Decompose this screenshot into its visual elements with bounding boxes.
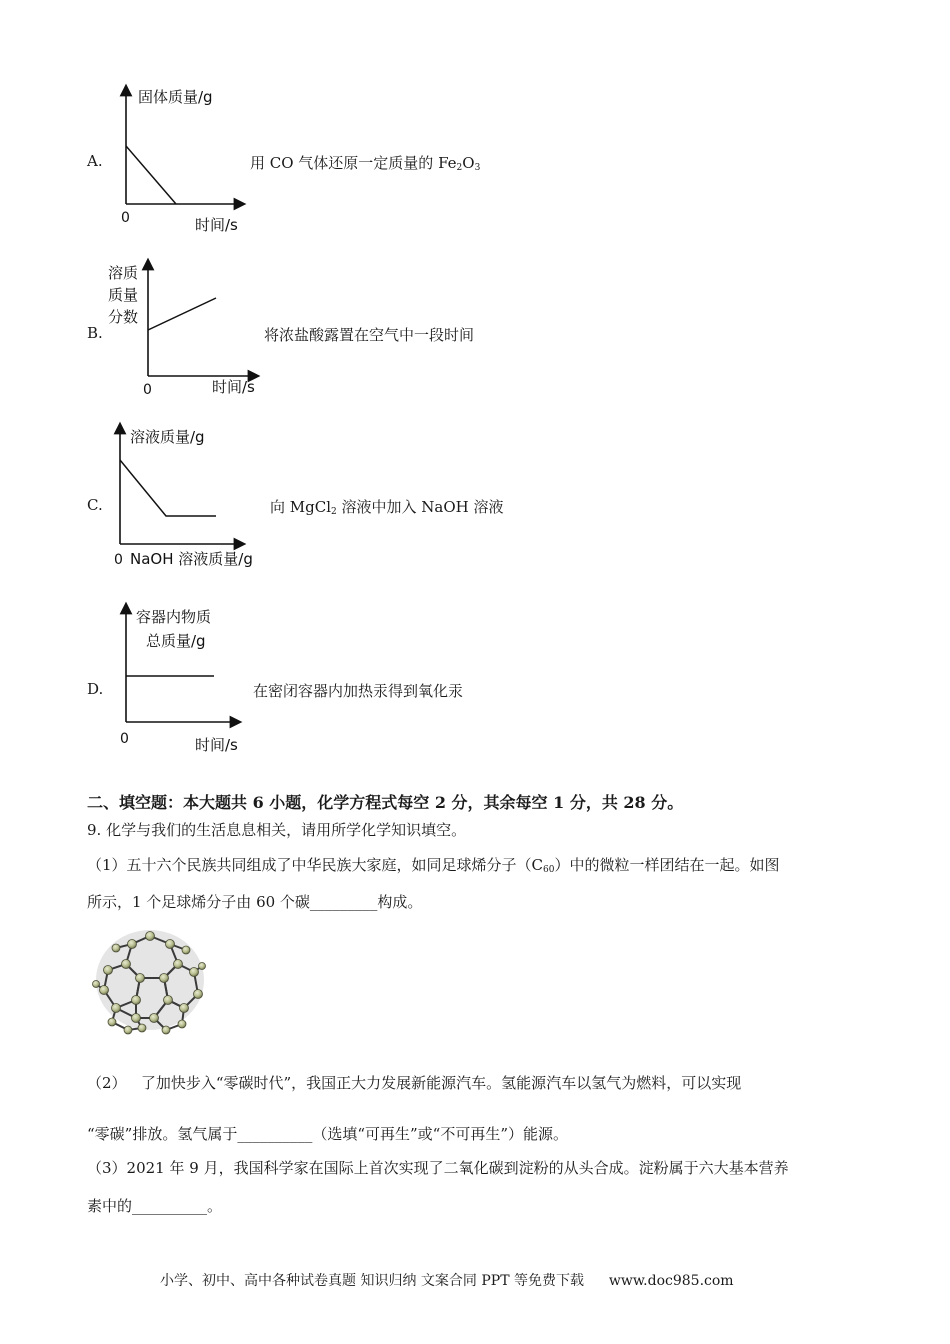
x-axis-label: 时间/s	[212, 378, 255, 396]
y-axis-label: 固体质量/g	[138, 88, 213, 106]
y-axis-label-line1: 溶质	[108, 264, 139, 282]
q9-part1-line2: 所示，1 个足球烯分子由 60 个碳_________构成。	[87, 893, 423, 911]
option-c-graph	[106, 420, 276, 570]
footer	[160, 1270, 860, 1290]
option-c-letter: C.	[87, 496, 103, 514]
option-b-desc: 将浓盐酸露置在空气中一段时间	[264, 326, 475, 344]
option-c-desc: 向 MgCl$_2$ 溶液中加入 NaOH 溶液	[270, 498, 504, 517]
q9-part1-line1: （1）五十六个民族共同组成了中华民族大家庭，如同足球烯分子$(C_{60})$中的微粒一样团结在一起。如图	[87, 856, 780, 875]
section-title: 二、填空题：本大题共 6 小题，化学方程式每空 2 分，其余每空 1 分，共 28 分。	[87, 793, 684, 812]
option-b-graph	[104, 256, 274, 406]
y-axis-label-line2: 质量	[108, 286, 139, 304]
x-axis-label: 时间/s	[195, 736, 238, 754]
origin-label: 0	[114, 552, 123, 568]
option-d-letter: D.	[87, 680, 104, 698]
footer-site-link[interactable]: www.doc985.com	[608, 1273, 734, 1289]
y-axis-label-line2: 总质量/g	[146, 632, 206, 650]
q9-part3-line2: 素中的__________。	[87, 1197, 223, 1215]
option-a-letter: A.	[87, 152, 103, 170]
q9-part3-line1: （3）2021 年 9 月，我国科学家在国际上首次实现了二氧化碳到淀粉的从头合成。淀粉属于六大基本营养	[87, 1159, 789, 1177]
q9-part2-line2: “零碳”排放。氢气属于__________（选填“可再生”或“不可再生”）能源。	[87, 1125, 569, 1143]
y-axis-label-line3: 分数	[108, 308, 139, 326]
buckyball-image	[88, 922, 218, 1037]
option-a-desc: 用 CO 气体还原一定质量的 $Fe_2O_3$	[250, 154, 481, 173]
y-axis-label: 溶液质量/g	[130, 428, 205, 446]
q9-stem: 9. 化学与我们的生活息息相关，请用所学化学知识填空。	[87, 821, 467, 839]
curve	[148, 298, 216, 330]
y-axis-label-line1: 容器内物质	[136, 608, 212, 626]
x-axis-label: NaOH 溶液质量/g	[130, 550, 253, 568]
x-axis-label: 时间/s	[195, 216, 238, 232]
option-d-desc: 在密闭容器内加热汞得到氧化汞	[253, 682, 464, 700]
origin-label: 0	[120, 731, 129, 747]
option-b-letter: B.	[87, 324, 103, 342]
curve	[120, 460, 216, 516]
q9-part2-line1: （2） 了加快步入“零碳时代”，我国正大力发展新能源汽车。氢能源汽车以氢气为燃料，可以实现	[87, 1074, 742, 1092]
curve	[126, 146, 176, 204]
origin-label: 0	[121, 210, 130, 226]
origin-label: 0	[143, 382, 152, 398]
footer-text: 小学、初中、高中各种试卷真题 知识归纳 文案合同 PPT 等免费下载	[160, 1273, 584, 1289]
